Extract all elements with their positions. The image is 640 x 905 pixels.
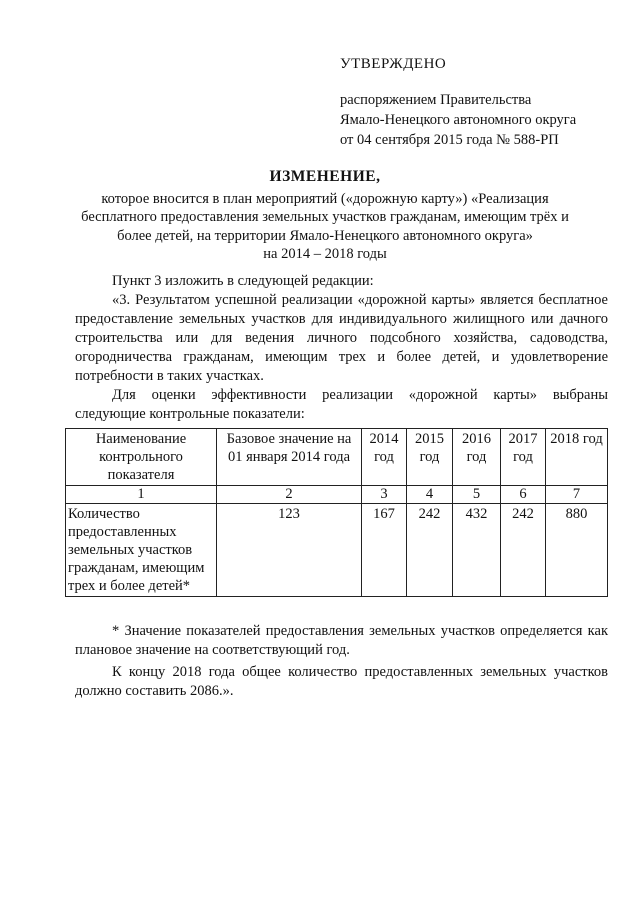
value-cell: 880 [546, 504, 608, 597]
heading-title: ИЗМЕНЕНИЕ, [269, 168, 381, 185]
table-column-number-row [66, 486, 608, 504]
value-cell: 432 [453, 504, 501, 597]
indicators-table [65, 428, 608, 597]
column-number-cell: 5 [453, 486, 501, 504]
heading-line: которое вносится в план мероприятий («дорожную карту») «Реализация [101, 190, 549, 207]
value-cell: 242 [501, 504, 546, 597]
column-number-cell: 7 [546, 486, 608, 504]
approval-line: распоряжением Правительства [340, 92, 532, 108]
value-cell: 167 [362, 504, 407, 597]
value-cell: 123 [217, 504, 362, 597]
heading-line: бесплатного предоставления земельных участков гражданам, имеющим трёх и [81, 209, 569, 225]
heading-line: на 2014 – 2018 годы [263, 246, 387, 262]
intro-paragraph: Пункт 3 изложить в следующей редакции: [112, 273, 374, 289]
heading-line: более детей, на территории Ямало-Ненецкого автономного округа» [117, 227, 533, 244]
header-cell: 2016 год [453, 429, 501, 486]
header-cell: Базовое значение на 01 января 2014 года [217, 429, 362, 486]
approval-title: УТВЕРЖДЕНО [340, 56, 447, 72]
approval-line: от 04 сентября 2015 года № 588-РП [340, 132, 559, 148]
document-body [75, 272, 608, 424]
document-heading [80, 168, 570, 264]
value-cell: 242 [407, 504, 453, 597]
indicator-name-cell: Количество предоставленных земельных участков гражданам, имеющим трех и более детей* [66, 504, 217, 597]
table-header-row [66, 429, 608, 486]
total-paragraph: К концу 2018 года общее количество предоставленных земельных участков должно составить 2086.». [75, 664, 608, 699]
header-cell: 2018 год [546, 429, 608, 486]
column-number-cell: 6 [501, 486, 546, 504]
result-paragraph: «3. Результатом успешной реализации «дорожной карты» является бесплатное предоставление земельных участков для индивидуального жилищного или дачного строительства или для ведения личного подсобного хозяйства, садоводства, огородничества гражданам, имеющим трех и более детей, и удовлетворение потребности в таких участках. [75, 292, 608, 384]
header-cell: 2014 год [362, 429, 407, 486]
column-number-cell: 2 [217, 486, 362, 504]
document-notes [75, 622, 608, 701]
approval-line: Ямало-Ненецкого автономного округа [340, 112, 577, 128]
approval-stamp [340, 54, 576, 150]
header-cell: 2017 год [501, 429, 546, 486]
table-row [66, 504, 608, 597]
header-cell: Наименование контрольного показателя [66, 429, 217, 486]
footnote-paragraph: * Значение показателей предоставления земельных участков определяется как плановое значение на соответствующий год. [75, 623, 608, 658]
header-cell: 2015 год [407, 429, 453, 486]
column-number-cell: 3 [362, 486, 407, 504]
indicators-paragraph: Для оценки эффективности реализации «дорожной карты» выбраны следующие контрольные показатели: [75, 387, 608, 422]
column-number-cell: 1 [66, 486, 217, 504]
column-number-cell: 4 [407, 486, 453, 504]
